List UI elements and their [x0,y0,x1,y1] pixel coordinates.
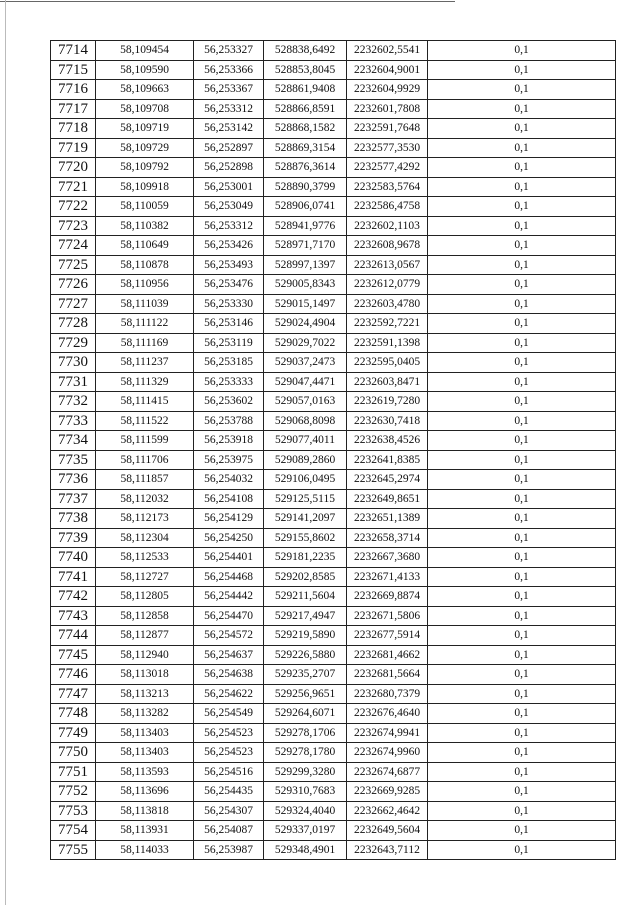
cell-col-b: 58,112032 [96,489,194,509]
cell-point-number: 7748 [51,704,96,724]
cell-point-number: 7720 [51,158,96,178]
cell-point-number: 7751 [51,762,96,782]
cell-point-number: 7721 [51,177,96,197]
cell-col-c: 56,254638 [194,665,264,685]
cell-point-number: 7739 [51,528,96,548]
cell-col-b: 58,111415 [96,392,194,412]
cell-col-d: 529141,2097 [264,509,347,529]
table-row [51,411,616,431]
cell-col-e: 2232613,0567 [347,255,428,275]
cell-col-d: 528869,3154 [264,138,347,158]
table-row [51,587,616,607]
cell-col-c: 56,254468 [194,567,264,587]
cell-col-c: 56,254032 [194,470,264,490]
cell-col-b: 58,112304 [96,528,194,548]
cell-col-d: 529106,0495 [264,470,347,490]
cell-col-c: 56,253987 [194,840,264,860]
cell-col-b: 58,112727 [96,567,194,587]
cell-col-b: 58,112858 [96,606,194,626]
cell-col-f: 0,1 [428,450,616,470]
cell-col-e: 2232662,4642 [347,801,428,821]
cell-col-f: 0,1 [428,528,616,548]
cell-col-f: 0,1 [428,431,616,451]
cell-point-number: 7742 [51,587,96,607]
cell-col-f: 0,1 [428,158,616,178]
cell-col-e: 2232592,7221 [347,314,428,334]
cell-col-d: 529219,5890 [264,626,347,646]
cell-col-e: 2232677,5914 [347,626,428,646]
cell-col-b: 58,109719 [96,119,194,139]
cell-col-b: 58,109454 [96,41,194,61]
cell-point-number: 7724 [51,236,96,256]
cell-col-e: 2232671,5806 [347,606,428,626]
cell-col-c: 56,254442 [194,587,264,607]
table-row [51,119,616,139]
cell-col-c: 56,253333 [194,372,264,392]
table-row [51,80,616,100]
cell-col-c: 56,254523 [194,723,264,743]
cell-col-e: 2232671,4133 [347,567,428,587]
cell-col-e: 2232577,3530 [347,138,428,158]
cell-col-b: 58,111599 [96,431,194,451]
table-row [51,567,616,587]
cell-col-c: 56,254401 [194,548,264,568]
cell-col-e: 2232651,1389 [347,509,428,529]
cell-col-d: 529278,1706 [264,723,347,743]
cell-col-f: 0,1 [428,587,616,607]
table-row [51,41,616,61]
cell-col-b: 58,112173 [96,509,194,529]
cell-point-number: 7723 [51,216,96,236]
cell-col-e: 2232667,3680 [347,548,428,568]
cell-col-b: 58,111522 [96,411,194,431]
cell-col-f: 0,1 [428,489,616,509]
table-row [51,704,616,724]
cell-col-f: 0,1 [428,392,616,412]
cell-col-f: 0,1 [428,119,616,139]
cell-col-b: 58,111706 [96,450,194,470]
cell-col-d: 528861,9408 [264,80,347,100]
cell-col-c: 56,253185 [194,353,264,373]
cell-col-f: 0,1 [428,782,616,802]
cell-col-c: 56,254572 [194,626,264,646]
table-row [51,236,616,256]
cell-col-b: 58,113931 [96,821,194,841]
table-row [51,431,616,451]
cell-col-d: 529299,3280 [264,762,347,782]
cell-col-b: 58,113018 [96,665,194,685]
cell-col-d: 528866,8591 [264,99,347,119]
table-row [51,138,616,158]
cell-col-c: 56,253146 [194,314,264,334]
cell-col-c: 56,254250 [194,528,264,548]
cell-col-b: 58,113593 [96,762,194,782]
cell-col-f: 0,1 [428,665,616,685]
cell-col-f: 0,1 [428,645,616,665]
table-row [51,665,616,685]
cell-col-b: 58,110649 [96,236,194,256]
cell-col-f: 0,1 [428,216,616,236]
cell-col-e: 2232608,9678 [347,236,428,256]
cell-col-f: 0,1 [428,626,616,646]
cell-col-d: 529029,7022 [264,333,347,353]
cell-col-f: 0,1 [428,548,616,568]
cell-col-e: 2232577,4292 [347,158,428,178]
cell-point-number: 7752 [51,782,96,802]
cell-point-number: 7745 [51,645,96,665]
cell-col-c: 56,253312 [194,99,264,119]
cell-col-d: 528838,6492 [264,41,347,61]
cell-col-c: 56,254549 [194,704,264,724]
cell-col-c: 56,253119 [194,333,264,353]
cell-col-c: 56,253366 [194,60,264,80]
cell-col-f: 0,1 [428,138,616,158]
cell-col-e: 2232604,9929 [347,80,428,100]
table-row [51,626,616,646]
cell-col-c: 56,253049 [194,197,264,217]
table-row [51,470,616,490]
cell-col-c: 56,253493 [194,255,264,275]
cell-col-f: 0,1 [428,99,616,119]
cell-point-number: 7749 [51,723,96,743]
table-row [51,762,616,782]
cell-point-number: 7738 [51,509,96,529]
cell-col-b: 58,109918 [96,177,194,197]
cell-col-c: 56,253975 [194,450,264,470]
cell-col-c: 56,254307 [194,801,264,821]
cell-col-c: 56,254087 [194,821,264,841]
cell-col-c: 56,253367 [194,80,264,100]
cell-col-e: 2232591,7648 [347,119,428,139]
cell-col-e: 2232649,5604 [347,821,428,841]
cell-point-number: 7715 [51,60,96,80]
cell-point-number: 7747 [51,684,96,704]
cell-point-number: 7726 [51,275,96,295]
cell-col-f: 0,1 [428,684,616,704]
cell-col-e: 2232645,2974 [347,470,428,490]
cell-col-d: 529089,2860 [264,450,347,470]
cell-col-b: 58,112877 [96,626,194,646]
cell-col-b: 58,109729 [96,138,194,158]
table-row [51,684,616,704]
cell-point-number: 7727 [51,294,96,314]
cell-col-d: 529348,4901 [264,840,347,860]
cell-col-e: 2232674,9960 [347,743,428,763]
cell-col-f: 0,1 [428,314,616,334]
cell-point-number: 7741 [51,567,96,587]
cell-col-c: 56,254108 [194,489,264,509]
cell-col-b: 58,113282 [96,704,194,724]
cell-col-e: 2232612,0779 [347,275,428,295]
cell-col-f: 0,1 [428,821,616,841]
table-row [51,314,616,334]
cell-point-number: 7730 [51,353,96,373]
cell-col-f: 0,1 [428,353,616,373]
cell-col-d: 529202,8585 [264,567,347,587]
cell-col-d: 528876,3614 [264,158,347,178]
cell-point-number: 7714 [51,41,96,61]
table-row [51,255,616,275]
cell-col-e: 2232681,5664 [347,665,428,685]
cell-col-c: 56,254523 [194,743,264,763]
cell-col-b: 58,110878 [96,255,194,275]
cell-col-d: 529264,6071 [264,704,347,724]
cell-col-d: 528890,3799 [264,177,347,197]
cell-col-e: 2232681,4662 [347,645,428,665]
cell-col-d: 529077,4011 [264,431,347,451]
cell-col-e: 2232643,7112 [347,840,428,860]
cell-col-e: 2232583,5764 [347,177,428,197]
cell-col-e: 2232669,8874 [347,587,428,607]
cell-col-c: 56,254637 [194,645,264,665]
cell-col-e: 2232603,4780 [347,294,428,314]
cell-col-c: 56,253327 [194,41,264,61]
cell-point-number: 7740 [51,548,96,568]
cell-col-d: 529324,4040 [264,801,347,821]
table-row [51,177,616,197]
cell-col-c: 56,253602 [194,392,264,412]
cell-col-f: 0,1 [428,177,616,197]
table-row [51,99,616,119]
cell-col-c: 56,252897 [194,138,264,158]
table-row [51,548,616,568]
cell-col-b: 58,114033 [96,840,194,860]
table-row [51,294,616,314]
cell-col-c: 56,254516 [194,762,264,782]
cell-col-f: 0,1 [428,723,616,743]
cell-point-number: 7722 [51,197,96,217]
cell-point-number: 7731 [51,372,96,392]
table-row [51,450,616,470]
cell-point-number: 7729 [51,333,96,353]
cell-col-b: 58,110059 [96,197,194,217]
cell-col-f: 0,1 [428,294,616,314]
cell-col-e: 2232674,6877 [347,762,428,782]
cell-col-e: 2232649,8651 [347,489,428,509]
cell-col-d: 529256,9651 [264,684,347,704]
cell-col-e: 2232674,9941 [347,723,428,743]
cell-point-number: 7750 [51,743,96,763]
cell-col-b: 58,110956 [96,275,194,295]
cell-col-c: 56,252898 [194,158,264,178]
cell-point-number: 7728 [51,314,96,334]
cell-col-e: 2232658,3714 [347,528,428,548]
cell-point-number: 7734 [51,431,96,451]
cell-col-e: 2232641,8385 [347,450,428,470]
cell-col-e: 2232604,9001 [347,60,428,80]
table-row [51,645,616,665]
table-row [51,197,616,217]
cell-col-b: 58,111329 [96,372,194,392]
table-row [51,606,616,626]
cell-point-number: 7718 [51,119,96,139]
cell-col-b: 58,111857 [96,470,194,490]
cell-col-f: 0,1 [428,333,616,353]
cell-point-number: 7743 [51,606,96,626]
cell-col-e: 2232586,4758 [347,197,428,217]
cell-col-d: 529037,2473 [264,353,347,373]
table-row [51,723,616,743]
cell-col-b: 58,110382 [96,216,194,236]
cell-col-e: 2232595,0405 [347,353,428,373]
cell-col-d: 528906,0741 [264,197,347,217]
cell-col-e: 2232676,4640 [347,704,428,724]
cell-col-c: 56,253312 [194,216,264,236]
table-row [51,821,616,841]
cell-col-f: 0,1 [428,255,616,275]
cell-point-number: 7746 [51,665,96,685]
cell-col-b: 58,109708 [96,99,194,119]
cell-col-e: 2232638,4526 [347,431,428,451]
table-row [51,392,616,412]
cell-col-d: 529337,0197 [264,821,347,841]
cell-col-b: 58,109663 [96,80,194,100]
coordinates-table-body [51,41,616,860]
cell-col-e: 2232591,1398 [347,333,428,353]
cell-point-number: 7736 [51,470,96,490]
cell-point-number: 7735 [51,450,96,470]
cell-col-d: 528853,8045 [264,60,347,80]
cell-col-c: 56,253142 [194,119,264,139]
cell-col-f: 0,1 [428,704,616,724]
cell-col-c: 56,254129 [194,509,264,529]
cell-col-d: 529226,5880 [264,645,347,665]
cell-col-b: 58,112805 [96,587,194,607]
cell-point-number: 7755 [51,840,96,860]
cell-col-c: 56,254470 [194,606,264,626]
cell-col-b: 58,113818 [96,801,194,821]
cell-point-number: 7754 [51,821,96,841]
cell-col-d: 529047,4471 [264,372,347,392]
cell-col-c: 56,254435 [194,782,264,802]
cell-col-d: 529125,5115 [264,489,347,509]
cell-col-e: 2232603,8471 [347,372,428,392]
coordinates-table [50,40,616,860]
cell-col-b: 58,112940 [96,645,194,665]
cell-col-f: 0,1 [428,80,616,100]
cell-col-c: 56,253426 [194,236,264,256]
cell-col-d: 528971,7170 [264,236,347,256]
cell-col-d: 529235,2707 [264,665,347,685]
cell-col-f: 0,1 [428,372,616,392]
cell-col-f: 0,1 [428,236,616,256]
cell-col-b: 58,111237 [96,353,194,373]
cell-col-f: 0,1 [428,197,616,217]
cell-col-e: 2232680,7379 [347,684,428,704]
cell-col-f: 0,1 [428,60,616,80]
cell-point-number: 7719 [51,138,96,158]
table-row [51,840,616,860]
page-top-rule [0,1,455,2]
cell-point-number: 7716 [51,80,96,100]
cell-col-b: 58,111122 [96,314,194,334]
table-row [51,489,616,509]
cell-col-f: 0,1 [428,801,616,821]
cell-point-number: 7753 [51,801,96,821]
cell-col-b: 58,111169 [96,333,194,353]
cell-col-d: 528941,9776 [264,216,347,236]
cell-col-d: 529155,8602 [264,528,347,548]
cell-col-b: 58,113403 [96,743,194,763]
cell-col-f: 0,1 [428,762,616,782]
cell-col-f: 0,1 [428,470,616,490]
cell-col-e: 2232669,9285 [347,782,428,802]
cell-col-f: 0,1 [428,840,616,860]
cell-point-number: 7732 [51,392,96,412]
cell-col-d: 528868,1582 [264,119,347,139]
cell-col-b: 58,109590 [96,60,194,80]
cell-point-number: 7717 [51,99,96,119]
cell-col-f: 0,1 [428,509,616,529]
cell-col-e: 2232602,1103 [347,216,428,236]
cell-col-d: 529278,1780 [264,743,347,763]
cell-col-e: 2232619,7280 [347,392,428,412]
cell-col-c: 56,253330 [194,294,264,314]
table-row [51,743,616,763]
cell-col-d: 529005,8343 [264,275,347,295]
cell-col-e: 2232630,7418 [347,411,428,431]
table-row [51,528,616,548]
table-row [51,60,616,80]
table-row [51,782,616,802]
cell-point-number: 7725 [51,255,96,275]
table-row [51,158,616,178]
cell-col-c: 56,253476 [194,275,264,295]
cell-point-number: 7744 [51,626,96,646]
cell-col-b: 58,113696 [96,782,194,802]
cell-col-f: 0,1 [428,41,616,61]
cell-col-d: 529015,1497 [264,294,347,314]
cell-col-f: 0,1 [428,567,616,587]
cell-col-c: 56,254622 [194,684,264,704]
cell-col-b: 58,113213 [96,684,194,704]
page-left-edge [5,0,6,905]
table-row [51,509,616,529]
cell-col-f: 0,1 [428,606,616,626]
table-row [51,372,616,392]
table-row [51,216,616,236]
cell-col-d: 529217,4947 [264,606,347,626]
cell-col-f: 0,1 [428,743,616,763]
cell-col-f: 0,1 [428,411,616,431]
table-row [51,333,616,353]
table-row [51,275,616,295]
cell-col-d: 529211,5604 [264,587,347,607]
cell-point-number: 7737 [51,489,96,509]
cell-col-d: 529181,2235 [264,548,347,568]
cell-col-c: 56,253788 [194,411,264,431]
cell-col-d: 529068,8098 [264,411,347,431]
cell-col-d: 529310,7683 [264,782,347,802]
cell-col-c: 56,253918 [194,431,264,451]
cell-col-b: 58,112533 [96,548,194,568]
cell-col-b: 58,113403 [96,723,194,743]
cell-col-d: 529057,0163 [264,392,347,412]
cell-point-number: 7733 [51,411,96,431]
cell-col-c: 56,253001 [194,177,264,197]
table-row [51,801,616,821]
cell-col-b: 58,109792 [96,158,194,178]
cell-col-f: 0,1 [428,275,616,295]
cell-col-d: 529024,4904 [264,314,347,334]
table-row [51,353,616,373]
cell-col-d: 528997,1397 [264,255,347,275]
cell-col-e: 2232601,7808 [347,99,428,119]
cell-col-e: 2232602,5541 [347,41,428,61]
cell-col-b: 58,111039 [96,294,194,314]
